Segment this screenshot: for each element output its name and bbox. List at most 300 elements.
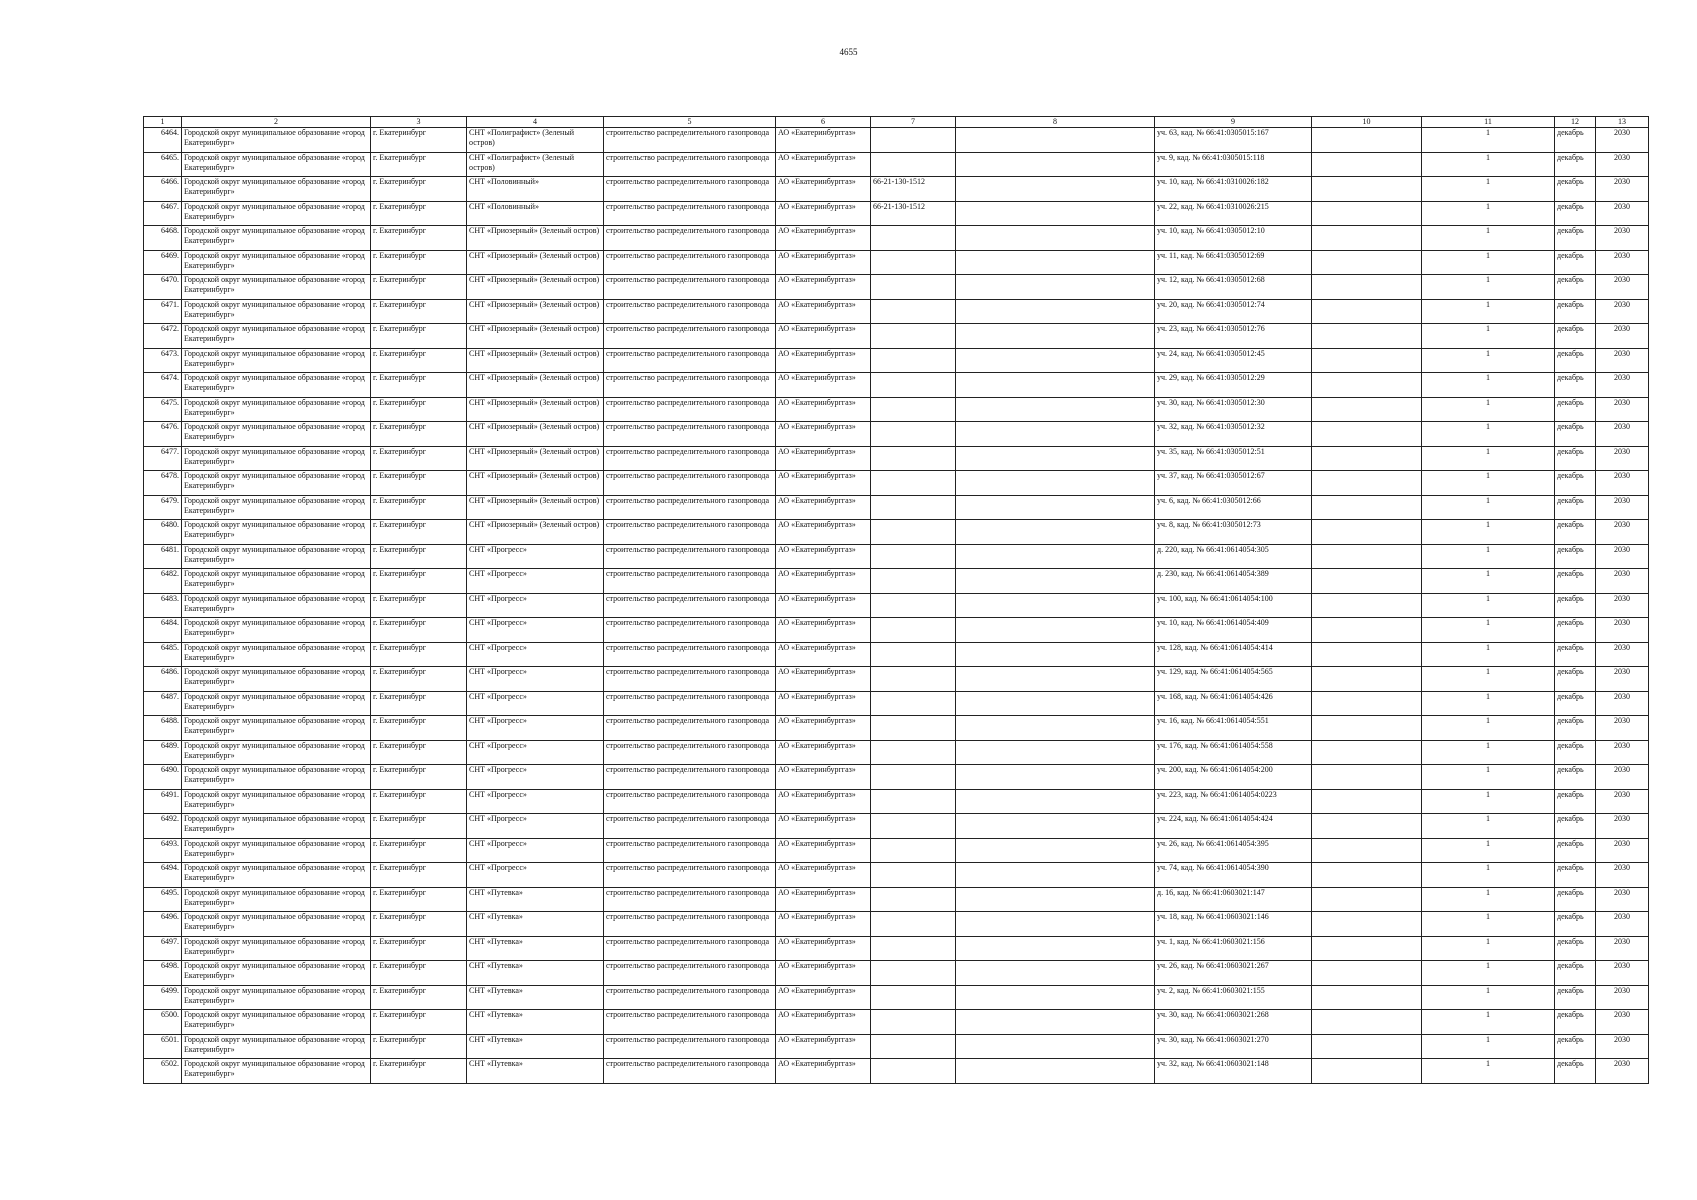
row-number-cell: 6465. [144,152,182,177]
year-cell: 2030 [1596,495,1649,520]
permit-number-cell [871,667,956,692]
row-number-cell: 6483. [144,593,182,618]
parcel-cell: уч. 12, кад. № 66:41:0305012:68 [1155,275,1312,300]
quantity-cell: 1 [1422,887,1555,912]
municipality-cell: Городской округ муниципальное образование «город Екатеринбург» [182,863,371,888]
settlement-cell: г. Екатеринбург [371,226,467,251]
permit-number-cell [871,1010,956,1035]
column-8-cell [956,397,1155,422]
table-row [144,691,1649,716]
snt-name-cell: СНТ «Приозерный» (Зеленый остров) [467,250,604,275]
quantity-cell: 1 [1422,1034,1555,1059]
organization-cell: АО «Екатеринбурггаз» [776,716,871,741]
table-row [144,716,1649,741]
work-type-cell: строительство распределительного газопровода [604,299,776,324]
parcel-cell: уч. 129, кад. № 66:41:0614054:565 [1155,667,1312,692]
parcel-cell: уч. 2, кад. № 66:41:0603021:155 [1155,985,1312,1010]
column-10-cell [1312,373,1422,398]
parcel-cell: уч. 9, кад. № 66:41:0305015:118 [1155,152,1312,177]
row-number-cell: 6486. [144,667,182,692]
snt-name-cell: СНТ «Приозерный» (Зеленый остров) [467,226,604,251]
organization-cell: АО «Екатеринбурггаз» [776,348,871,373]
column-8-cell [956,985,1155,1010]
year-cell: 2030 [1596,912,1649,937]
settlement-cell: г. Екатеринбург [371,373,467,398]
table-row [144,348,1649,373]
parcel-cell: уч. 32, кад. № 66:41:0603021:148 [1155,1059,1312,1084]
column-10-cell [1312,446,1422,471]
organization-cell: АО «Екатеринбурггаз» [776,373,871,398]
settlement-cell: г. Екатеринбург [371,569,467,594]
snt-name-cell: СНТ «Путевка» [467,1010,604,1035]
column-10-cell [1312,544,1422,569]
month-cell: декабрь [1555,177,1596,202]
permit-number-cell [871,618,956,643]
snt-name-cell: СНТ «Приозерный» (Зеленый остров) [467,422,604,447]
municipality-cell: Городской округ муниципальное образование «город Екатеринбург» [182,373,371,398]
month-cell: декабрь [1555,520,1596,545]
row-number-cell: 6502. [144,1059,182,1084]
quantity-cell: 1 [1422,324,1555,349]
row-number-cell: 6474. [144,373,182,398]
parcel-cell: уч. 8, кад. № 66:41:0305012:73 [1155,520,1312,545]
month-cell: декабрь [1555,593,1596,618]
snt-name-cell: СНТ «Прогресс» [467,569,604,594]
quantity-cell: 1 [1422,152,1555,177]
table-row [144,446,1649,471]
settlement-cell: г. Екатеринбург [371,1034,467,1059]
table-row [144,152,1649,177]
permit-number-cell [871,544,956,569]
snt-name-cell: СНТ «Путевка» [467,936,604,961]
municipality-cell: Городской округ муниципальное образование «город Екатеринбург» [182,642,371,667]
work-type-cell: строительство распределительного газопровода [604,642,776,667]
organization-cell: АО «Екатеринбурггаз» [776,1010,871,1035]
snt-name-cell: СНТ «Прогресс» [467,618,604,643]
column-10-cell [1312,814,1422,839]
snt-name-cell: СНТ «Прогресс» [467,740,604,765]
row-number-cell: 6501. [144,1034,182,1059]
settlement-cell: г. Екатеринбург [371,593,467,618]
snt-name-cell: СНТ «Приозерный» (Зеленый остров) [467,299,604,324]
year-cell: 2030 [1596,863,1649,888]
year-cell: 2030 [1596,1059,1649,1084]
column-header-10: 10 [1312,117,1422,128]
municipality-cell: Городской округ муниципальное образование «город Екатеринбург» [182,961,371,986]
settlement-cell: г. Екатеринбург [371,520,467,545]
organization-cell: АО «Екатеринбурггаз» [776,814,871,839]
row-number-cell: 6492. [144,814,182,839]
year-cell: 2030 [1596,740,1649,765]
permit-number-cell [871,471,956,496]
parcel-cell: уч. 168, кад. № 66:41:0614054:426 [1155,691,1312,716]
snt-name-cell: СНТ «Прогресс» [467,765,604,790]
month-cell: декабрь [1555,397,1596,422]
work-type-cell: строительство распределительного газопровода [604,275,776,300]
settlement-cell: г. Екатеринбург [371,250,467,275]
work-type-cell: строительство распределительного газопровода [604,397,776,422]
work-type-cell: строительство распределительного газопровода [604,887,776,912]
column-10-cell [1312,128,1422,153]
permit-number-cell [871,152,956,177]
table-row [144,544,1649,569]
column-8-cell [956,250,1155,275]
settlement-cell: г. Екатеринбург [371,789,467,814]
work-type-cell: строительство распределительного газопровода [604,961,776,986]
settlement-cell: г. Екатеринбург [371,740,467,765]
snt-name-cell: СНТ «Прогресс» [467,593,604,618]
permit-number-cell [871,373,956,398]
settlement-cell: г. Екатеринбург [371,471,467,496]
year-cell: 2030 [1596,275,1649,300]
municipality-cell: Городской округ муниципальное образование «город Екатеринбург» [182,520,371,545]
row-number-cell: 6481. [144,544,182,569]
quantity-cell: 1 [1422,667,1555,692]
work-type-cell: строительство распределительного газопровода [604,373,776,398]
settlement-cell: г. Екатеринбург [371,299,467,324]
table-row [144,299,1649,324]
column-10-cell [1312,397,1422,422]
work-type-cell: строительство распределительного газопровода [604,324,776,349]
settlement-cell: г. Екатеринбург [371,814,467,839]
settlement-cell: г. Екатеринбург [371,495,467,520]
parcel-cell: уч. 30, кад. № 66:41:0603021:268 [1155,1010,1312,1035]
year-cell: 2030 [1596,667,1649,692]
settlement-cell: г. Екатеринбург [371,177,467,202]
column-8-cell [956,887,1155,912]
year-cell: 2030 [1596,593,1649,618]
work-type-cell: строительство распределительного газопровода [604,863,776,888]
column-8-cell [956,348,1155,373]
quantity-cell: 1 [1422,691,1555,716]
table-row [144,814,1649,839]
quantity-cell: 1 [1422,397,1555,422]
municipality-cell: Городской округ муниципальное образование «город Екатеринбург» [182,544,371,569]
work-type-cell: строительство распределительного газопровода [604,177,776,202]
row-number-cell: 6471. [144,299,182,324]
organization-cell: АО «Екатеринбурггаз» [776,324,871,349]
permit-number-cell [871,838,956,863]
quantity-cell: 1 [1422,299,1555,324]
quantity-cell: 1 [1422,912,1555,937]
settlement-cell: г. Екатеринбург [371,765,467,790]
month-cell: декабрь [1555,348,1596,373]
quantity-cell: 1 [1422,1010,1555,1035]
work-type-cell: строительство распределительного газопровода [604,569,776,594]
municipality-cell: Городской округ муниципальное образование «город Екатеринбург» [182,1010,371,1035]
column-10-cell [1312,642,1422,667]
municipality-cell: Городской округ муниципальное образование «город Екатеринбург» [182,152,371,177]
permit-number-cell [871,961,956,986]
year-cell: 2030 [1596,765,1649,790]
column-8-cell [956,446,1155,471]
parcel-cell: уч. 200, кад. № 66:41:0614054:200 [1155,765,1312,790]
organization-cell: АО «Екатеринбурггаз» [776,495,871,520]
parcel-cell: уч. 37, кад. № 66:41:0305012:67 [1155,471,1312,496]
month-cell: декабрь [1555,446,1596,471]
column-number-row [144,117,1649,128]
settlement-cell: г. Екатеринбург [371,912,467,937]
settlement-cell: г. Екатеринбург [371,1010,467,1035]
municipality-cell: Городской округ муниципальное образование «город Екатеринбург» [182,740,371,765]
month-cell: декабрь [1555,789,1596,814]
column-10-cell [1312,201,1422,226]
municipality-cell: Городской округ муниципальное образование «город Екатеринбург» [182,275,371,300]
permit-number-cell [871,912,956,937]
permit-number-cell [871,324,956,349]
work-type-cell: строительство распределительного газопровода [604,1010,776,1035]
work-type-cell: строительство распределительного газопровода [604,936,776,961]
snt-name-cell: СНТ «Путевка» [467,912,604,937]
parcel-cell: уч. 223, кад. № 66:41:0614054:0223 [1155,789,1312,814]
municipality-cell: Городской округ муниципальное образование «город Екатеринбург» [182,324,371,349]
month-cell: декабрь [1555,642,1596,667]
municipality-cell: Городской округ муниципальное образование «город Екатеринбург» [182,226,371,251]
row-number-cell: 6491. [144,789,182,814]
month-cell: декабрь [1555,422,1596,447]
permit-number-cell: 66-21-130-1512 [871,177,956,202]
column-10-cell [1312,838,1422,863]
work-type-cell: строительство распределительного газопровода [604,765,776,790]
work-type-cell: строительство распределительного газопровода [604,422,776,447]
permit-number-cell [871,789,956,814]
month-cell: декабрь [1555,912,1596,937]
month-cell: декабрь [1555,324,1596,349]
permit-number-cell [871,863,956,888]
quantity-cell: 1 [1422,716,1555,741]
organization-cell: АО «Екатеринбурггаз» [776,936,871,961]
permit-number-cell [871,765,956,790]
table-row [144,887,1649,912]
work-type-cell: строительство распределительного газопровода [604,226,776,251]
organization-cell: АО «Екатеринбурггаз» [776,765,871,790]
snt-name-cell: СНТ «Прогресс» [467,544,604,569]
year-cell: 2030 [1596,422,1649,447]
snt-name-cell: СНТ «Приозерный» (Зеленый остров) [467,520,604,545]
parcel-cell: уч. 100, кад. № 66:41:0614054:100 [1155,593,1312,618]
month-cell: декабрь [1555,863,1596,888]
row-number-cell: 6468. [144,226,182,251]
table-row [144,569,1649,594]
work-type-cell: строительство распределительного газопровода [604,544,776,569]
parcel-cell: уч. 26, кад. № 66:41:0614054:395 [1155,838,1312,863]
row-number-cell: 6479. [144,495,182,520]
municipality-cell: Городской округ муниципальное образование «город Екатеринбург» [182,716,371,741]
column-10-cell [1312,471,1422,496]
settlement-cell: г. Екатеринбург [371,961,467,986]
municipality-cell: Городской округ муниципальное образование «город Екатеринбург» [182,985,371,1010]
column-8-cell [956,1059,1155,1084]
organization-cell: АО «Екатеринбурггаз» [776,177,871,202]
year-cell: 2030 [1596,397,1649,422]
column-10-cell [1312,667,1422,692]
organization-cell: АО «Екатеринбурггаз» [776,397,871,422]
row-number-cell: 6476. [144,422,182,447]
column-10-cell [1312,324,1422,349]
work-type-cell: строительство распределительного газопровода [604,593,776,618]
snt-name-cell: СНТ «Половинный» [467,177,604,202]
permit-number-cell: 66-21-130-1512 [871,201,956,226]
quantity-cell: 1 [1422,373,1555,398]
month-cell: декабрь [1555,152,1596,177]
work-type-cell: строительство распределительного газопровода [604,618,776,643]
column-8-cell [956,1010,1155,1035]
settlement-cell: г. Екатеринбург [371,544,467,569]
municipality-cell: Городской округ муниципальное образование «город Екатеринбург» [182,838,371,863]
row-number-cell: 6500. [144,1010,182,1035]
column-10-cell [1312,618,1422,643]
column-10-cell [1312,740,1422,765]
year-cell: 2030 [1596,348,1649,373]
table-row [144,936,1649,961]
organization-cell: АО «Екатеринбурггаз» [776,226,871,251]
row-number-cell: 6470. [144,275,182,300]
settlement-cell: г. Екатеринбург [371,887,467,912]
quantity-cell: 1 [1422,569,1555,594]
settlement-cell: г. Екатеринбург [371,152,467,177]
table-row [144,912,1649,937]
quantity-cell: 1 [1422,275,1555,300]
settlement-cell: г. Екатеринбург [371,863,467,888]
column-8-cell [956,814,1155,839]
parcel-cell: уч. 74, кад. № 66:41:0614054:390 [1155,863,1312,888]
column-8-cell [956,520,1155,545]
table-row [144,961,1649,986]
parcel-cell: д. 16, кад. № 66:41:0603021:147 [1155,887,1312,912]
column-8-cell [956,201,1155,226]
row-number-cell: 6494. [144,863,182,888]
municipality-cell: Городской округ муниципальное образование «город Екатеринбург» [182,128,371,153]
column-8-cell [956,789,1155,814]
month-cell: декабрь [1555,936,1596,961]
quantity-cell: 1 [1422,1059,1555,1084]
column-10-cell [1312,275,1422,300]
table-row [144,667,1649,692]
row-number-cell: 6466. [144,177,182,202]
permit-number-cell [871,348,956,373]
quantity-cell: 1 [1422,961,1555,986]
column-header-1: 1 [144,117,182,128]
snt-name-cell: СНТ «Прогресс» [467,863,604,888]
year-cell: 2030 [1596,177,1649,202]
municipality-cell: Городской округ муниципальное образование «город Екатеринбург» [182,201,371,226]
year-cell: 2030 [1596,1010,1649,1035]
year-cell: 2030 [1596,544,1649,569]
permit-number-cell [871,740,956,765]
column-10-cell [1312,936,1422,961]
quantity-cell: 1 [1422,471,1555,496]
year-cell: 2030 [1596,1034,1649,1059]
table-row [144,789,1649,814]
table-row [144,324,1649,349]
month-cell: декабрь [1555,299,1596,324]
month-cell: декабрь [1555,226,1596,251]
organization-cell: АО «Екатеринбурггаз» [776,544,871,569]
parcel-cell: уч. 30, кад. № 66:41:0305012:30 [1155,397,1312,422]
table-row [144,642,1649,667]
quantity-cell: 1 [1422,863,1555,888]
quantity-cell: 1 [1422,985,1555,1010]
row-number-cell: 6488. [144,716,182,741]
column-8-cell [956,569,1155,594]
column-header-5: 5 [604,117,776,128]
month-cell: декабрь [1555,887,1596,912]
snt-name-cell: СНТ «Путевка» [467,887,604,912]
column-8-cell [956,1034,1155,1059]
snt-name-cell: СНТ «Приозерный» (Зеленый остров) [467,324,604,349]
year-cell: 2030 [1596,936,1649,961]
year-cell: 2030 [1596,250,1649,275]
year-cell: 2030 [1596,642,1649,667]
month-cell: декабрь [1555,250,1596,275]
column-8-cell [956,691,1155,716]
column-header-12: 12 [1555,117,1596,128]
snt-name-cell: СНТ «Путевка» [467,1034,604,1059]
table-row [144,520,1649,545]
settlement-cell: г. Екатеринбург [371,667,467,692]
quantity-cell: 1 [1422,642,1555,667]
row-number-cell: 6473. [144,348,182,373]
month-cell: декабрь [1555,128,1596,153]
quantity-cell: 1 [1422,593,1555,618]
municipality-cell: Городской округ муниципальное образование «город Екатеринбург» [182,177,371,202]
settlement-cell: г. Екатеринбург [371,1059,467,1084]
year-cell: 2030 [1596,814,1649,839]
column-8-cell [956,275,1155,300]
quantity-cell: 1 [1422,128,1555,153]
row-number-cell: 6487. [144,691,182,716]
snt-name-cell: СНТ «Приозерный» (Зеленый остров) [467,373,604,398]
column-8-cell [956,765,1155,790]
table-row [144,838,1649,863]
year-cell: 2030 [1596,569,1649,594]
work-type-cell: строительство распределительного газопровода [604,667,776,692]
row-number-cell: 6469. [144,250,182,275]
month-cell: декабрь [1555,201,1596,226]
year-cell: 2030 [1596,838,1649,863]
municipality-cell: Городской округ муниципальное образование «город Екатеринбург» [182,936,371,961]
organization-cell: АО «Екатеринбурггаз» [776,789,871,814]
municipality-cell: Городской округ муниципальное образование «город Екатеринбург» [182,1034,371,1059]
column-8-cell [956,642,1155,667]
organization-cell: АО «Екатеринбурггаз» [776,201,871,226]
column-8-cell [956,471,1155,496]
column-8-cell [956,716,1155,741]
snt-name-cell: СНТ «Приозерный» (Зеленый остров) [467,397,604,422]
column-8-cell [956,422,1155,447]
permit-number-cell [871,691,956,716]
organization-cell: АО «Екатеринбурггаз» [776,667,871,692]
table-row [144,1010,1649,1035]
row-number-cell: 6490. [144,765,182,790]
permit-number-cell [871,226,956,251]
row-number-cell: 6464. [144,128,182,153]
column-header-11: 11 [1422,117,1555,128]
work-type-cell: строительство распределительного газопровода [604,838,776,863]
municipality-cell: Городской округ муниципальное образование «город Екатеринбург» [182,446,371,471]
settlement-cell: г. Екатеринбург [371,348,467,373]
column-10-cell [1312,863,1422,888]
column-10-cell [1312,422,1422,447]
organization-cell: АО «Екатеринбурггаз» [776,887,871,912]
municipality-cell: Городской округ муниципальное образование «город Екатеринбург» [182,667,371,692]
snt-name-cell: СНТ «Приозерный» (Зеленый остров) [467,446,604,471]
month-cell: декабрь [1555,471,1596,496]
column-8-cell [956,544,1155,569]
permit-number-cell [871,1059,956,1084]
column-10-cell [1312,716,1422,741]
row-number-cell: 6496. [144,912,182,937]
